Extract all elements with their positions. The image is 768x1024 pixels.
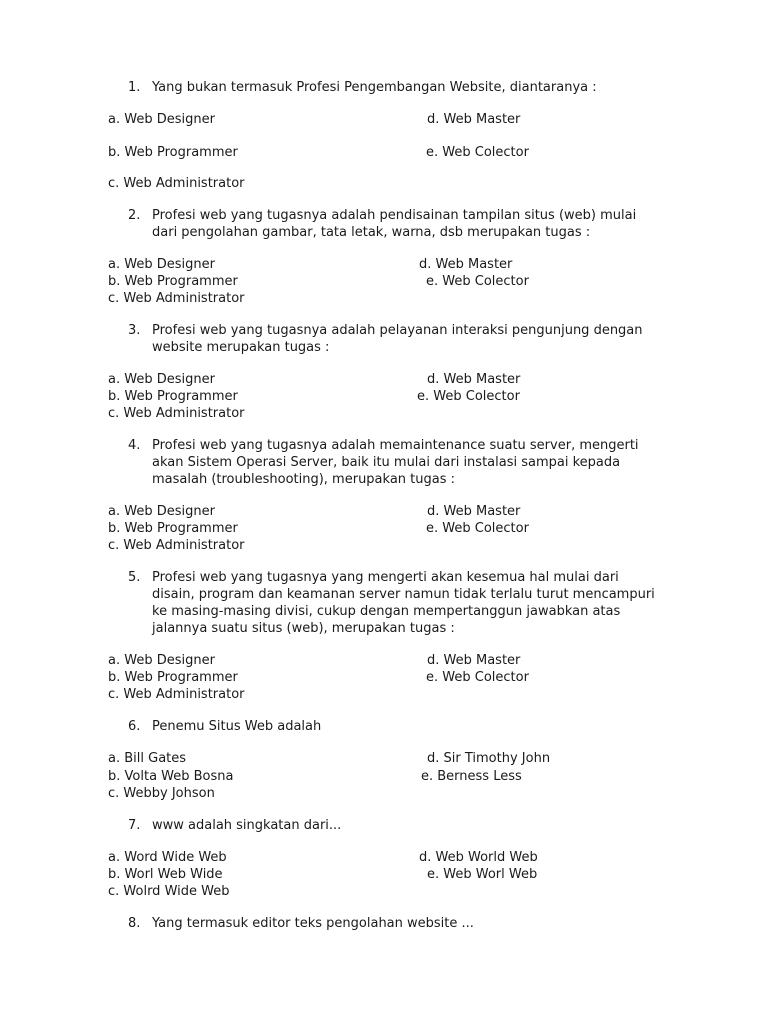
question-text: Yang termasuk editor teks pengolahan website ... — [152, 916, 474, 931]
option-b: b. Worl Web Wide — [108, 867, 223, 882]
question-number: 1. — [128, 80, 141, 95]
question-number: 4. — [128, 438, 141, 453]
question-text: Profesi web yang tugasnya adalah pendisainan tampilan situs (web) mulai — [152, 208, 637, 223]
question-text: Profesi web yang tugasnya yang mengerti akan kesemua hal mulai dari — [152, 570, 619, 585]
question-number: 2. — [128, 208, 141, 223]
option-d: d. Web Master — [419, 257, 513, 272]
option-a: a. Web Designer — [108, 653, 215, 668]
option-b: b. Web Programmer — [108, 670, 238, 685]
question-text: Profesi web yang tugasnya adalah memaintenance suatu server, mengerti — [152, 438, 639, 453]
option-d: d. Web Master — [427, 112, 521, 127]
option-c: c. Web Administrator — [108, 291, 245, 306]
option-b: b. Volta Web Bosna — [108, 769, 234, 784]
question-number: 5. — [128, 570, 141, 585]
option-b: b. Web Programmer — [108, 389, 238, 404]
question-text: Yang bukan termasuk Profesi Pengembangan Website, diantaranya : — [152, 80, 597, 95]
option-b: b. Web Programmer — [108, 521, 238, 536]
question-text: jalannya suatu situs (web), merupakan tugas : — [152, 621, 455, 636]
option-e: e. Web Colector — [417, 389, 520, 404]
option-d: d. Web Master — [427, 504, 521, 519]
option-c: c. Web Administrator — [108, 406, 245, 421]
option-e: e. Web Colector — [426, 670, 529, 685]
option-c: c. Web Administrator — [108, 176, 245, 191]
option-c: c. Web Administrator — [108, 538, 245, 553]
option-d: d. Web Master — [427, 653, 521, 668]
option-a: a. Web Designer — [108, 257, 215, 272]
question-text: website merupakan tugas : — [152, 340, 330, 355]
question-text: Penemu Situs Web adalah — [152, 719, 322, 734]
question-text: www adalah singkatan dari... — [152, 818, 342, 833]
option-c: c. Web Administrator — [108, 687, 245, 702]
option-b: b. Web Programmer — [108, 145, 238, 160]
question-text: akan Sistem Operasi Server, baik itu mulai dari instalasi sampai kepada — [152, 455, 621, 470]
option-a: a. Web Designer — [108, 504, 215, 519]
question-text: masalah (troubleshooting), merupakan tugas : — [152, 472, 455, 487]
question-text: ke masing-masing divisi, cukup dengan mempertanggun jawabkan atas — [152, 604, 621, 619]
option-c: c. Webby Johson — [108, 786, 215, 801]
option-e: e. Berness Less — [421, 769, 522, 784]
question-text: disain, program dan keamanan server namun tidak terlalu turut mencampuri — [152, 587, 655, 602]
option-a: a. Web Designer — [108, 372, 215, 387]
option-d: d. Web Master — [427, 372, 521, 387]
option-a: a. Web Designer — [108, 112, 215, 127]
question-number: 7. — [128, 818, 141, 833]
question-number: 8. — [128, 916, 141, 931]
option-e: e. Web Colector — [426, 274, 529, 289]
option-a: a. Bill Gates — [108, 751, 187, 766]
question-text: Profesi web yang tugasnya adalah pelayanan interaksi pengunjung dengan — [152, 323, 643, 338]
question-number: 3. — [128, 323, 141, 338]
option-d: d. Web World Web — [419, 850, 538, 865]
option-b: b. Web Programmer — [108, 274, 238, 289]
option-a: a. Word Wide Web — [108, 850, 227, 865]
question-text: dari pengolahan gambar, tata letak, warna, dsb merupakan tugas : — [152, 225, 591, 240]
option-e: e. Web Worl Web — [427, 867, 538, 882]
option-e: e. Web Colector — [426, 521, 529, 536]
option-e: e. Web Colector — [426, 145, 529, 160]
option-c: c. Wolrd Wide Web — [108, 884, 230, 899]
option-d: d. Sir Timothy John — [427, 751, 551, 766]
question-number: 6. — [128, 719, 141, 734]
